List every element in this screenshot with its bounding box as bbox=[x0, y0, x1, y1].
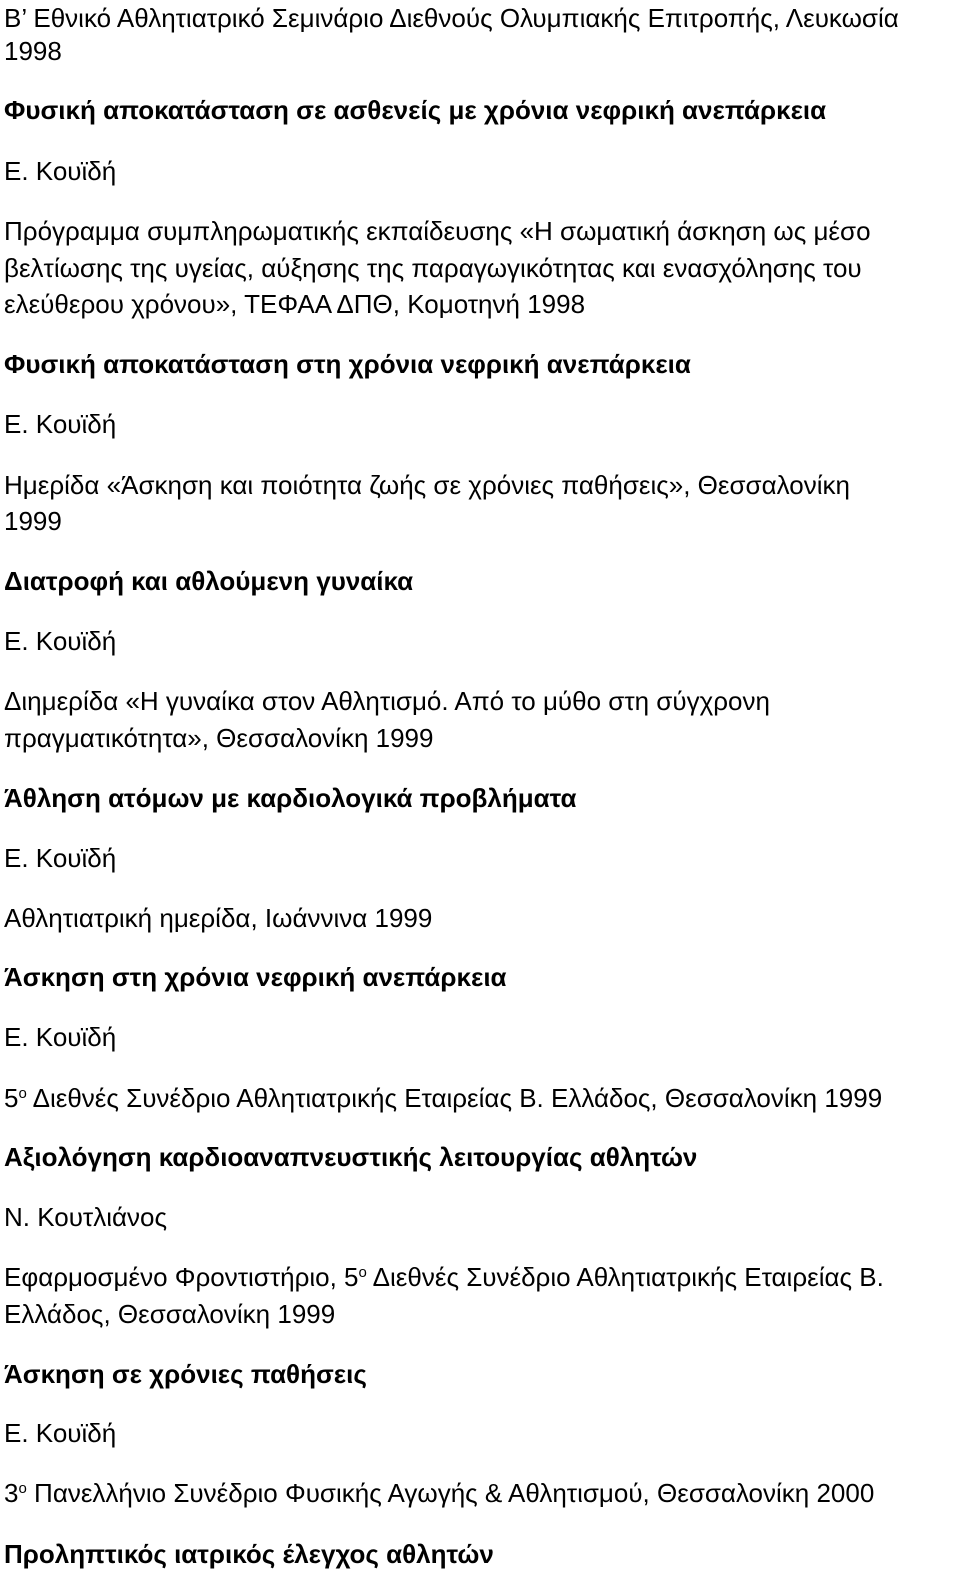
lecture-title: Φυσική αποκατάσταση σε ασθενείς με χρόνια νεφρική ανεπάρκεια bbox=[4, 95, 827, 125]
event-line: Αθλητιατρική ημερίδα, Ιωάννινα 1999 bbox=[4, 903, 433, 933]
event-text: Διεθνές Συνέδριο Αθλητιατρικής Εταιρείας Β. Ελλάδος, Θεσσαλονίκη 1999 bbox=[26, 1083, 883, 1113]
lecture-author: Ε. Κουϊδή bbox=[4, 409, 117, 439]
lecture-title: Άσκηση στη χρόνια νεφρική ανεπάρκεια bbox=[4, 962, 507, 992]
lecture-title: Αξιολόγηση καρδιοαναπνευστικής λειτουργίας αθλητών bbox=[4, 1142, 698, 1172]
event-line: Ημερίδα «Άσκηση και ποιότητα ζωής σε χρόνιες παθήσεις», Θεσσαλονίκη bbox=[4, 470, 850, 500]
event-text: Διεθνές Συνέδριο Αθλητιατρικής Εταιρείας Β. bbox=[366, 1262, 884, 1292]
event-line bbox=[4, 1259, 884, 1295]
lecture-author: Ε. Κουϊδή bbox=[4, 1022, 117, 1052]
event-line: 1999 bbox=[4, 506, 62, 536]
lecture-title: Διατροφή και αθλούμενη γυναίκα bbox=[4, 566, 414, 596]
event-ordinal: 5 bbox=[4, 1083, 19, 1113]
event-line: 1998 bbox=[4, 36, 62, 66]
event-text: Εφαρμοσμένο Φροντιστήριο, 5 bbox=[4, 1262, 359, 1292]
lecture-author: Ε. Κουϊδή bbox=[4, 626, 117, 656]
lecture-title: Προληπτικός ιατρικός έλεγχος αθλητών bbox=[4, 1539, 494, 1569]
event-line: ελεύθερου χρόνου», ΤΕΦΑΑ ΔΠΘ, Κομοτηνή 1998 bbox=[4, 289, 586, 319]
ordinal-suffix: ο bbox=[18, 1085, 27, 1102]
event-line: Β’ Εθνικό Αθλητιατρικό Σεμινάριο Διεθνούς Ολυμπιακής Επιτροπής, Λευκωσία bbox=[4, 3, 899, 33]
event-ordinal: 3 bbox=[4, 1478, 19, 1508]
lecture-author: Ε. Κουϊδή bbox=[4, 843, 117, 873]
lecture-title: Φυσική αποκατάσταση στη χρόνια νεφρική ανεπάρκεια bbox=[4, 349, 691, 379]
lecture-title: Άθληση ατόμων με καρδιολογικά προβλήματα bbox=[4, 783, 577, 813]
event-line: Διημερίδα «Η γυναίκα στον Αθλητισμό. Από το μύθο στη σύγχρονη bbox=[4, 686, 770, 716]
event-line bbox=[4, 1080, 882, 1116]
lecture-author: Ν. Κουτλιάνος bbox=[4, 1202, 167, 1232]
event-line bbox=[4, 1475, 874, 1511]
lecture-title: Άσκηση σε χρόνιες παθήσεις bbox=[4, 1359, 367, 1389]
event-line: βελτίωσης της υγείας, αύξησης της παραγωγικότητας και ενασχόλησης του bbox=[4, 253, 862, 283]
event-line: πραγματικότητα», Θεσσαλονίκη 1999 bbox=[4, 723, 434, 753]
ordinal-suffix: ο bbox=[358, 1264, 367, 1281]
lecture-author: Ε. Κουϊδή bbox=[4, 156, 117, 186]
lecture-author: Ε. Κουϊδή bbox=[4, 1418, 117, 1448]
event-text: Πανελλήνιο Συνέδριο Φυσικής Αγωγής & Αθλητισμού, Θεσσαλονίκη 2000 bbox=[26, 1478, 875, 1508]
ordinal-suffix: ο bbox=[18, 1480, 27, 1497]
event-line: Πρόγραμμα συμπληρωματικής εκπαίδευσης «Η σωματική άσκηση ως μέσο bbox=[4, 216, 871, 246]
event-line: Ελλάδος, Θεσσαλονίκη 1999 bbox=[4, 1299, 336, 1329]
